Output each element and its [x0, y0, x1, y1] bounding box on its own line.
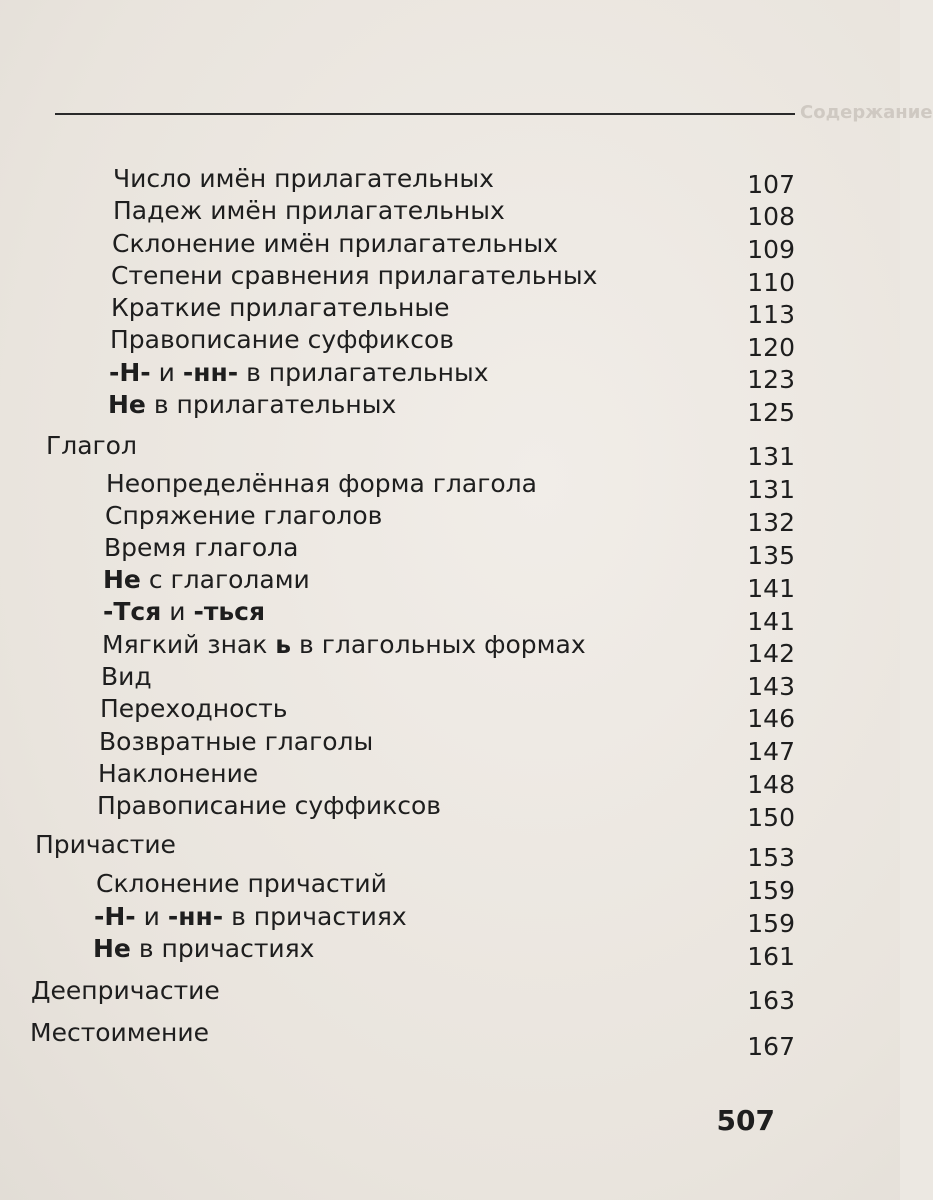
toc-entry-title	[108, 390, 396, 419]
toc-entry-title	[113, 164, 494, 193]
toc-entry-title	[111, 293, 450, 322]
toc-entry-title-bold: -Н-	[94, 902, 136, 931]
toc-entry-page: 159	[747, 876, 795, 905]
page-number: 507	[716, 1104, 775, 1137]
toc-entry-title-part: Правописание суффиксов	[110, 325, 455, 354]
toc-entry-title-part: Краткие прилагательные	[111, 293, 450, 322]
toc-entry-title-part: в причастиях	[130, 934, 315, 963]
toc-entry	[103, 595, 265, 629]
toc-entry	[46, 429, 137, 463]
toc-entry-title-part: Вид	[101, 662, 152, 691]
toc-entry-page: 159	[747, 909, 795, 938]
toc-entry-title-part: и	[135, 902, 168, 931]
toc-entry	[35, 828, 176, 862]
toc-entry	[30, 1016, 209, 1050]
toc-entry-page: 113	[747, 300, 795, 329]
toc-entry-title-bold: -ться	[193, 597, 266, 626]
toc-entry-title	[97, 791, 441, 820]
toc-entry-page: 131	[747, 442, 795, 471]
toc-entry-title	[113, 196, 505, 225]
toc-entry-title-part: Возвратные глаголы	[99, 727, 374, 756]
toc-entry-page: 146	[747, 704, 795, 733]
running-head: Содержание	[800, 102, 933, 123]
toc-entry-title-bold: -Н-	[109, 358, 151, 387]
toc-entry-title-bold: Не	[103, 565, 141, 594]
toc-entry	[100, 692, 288, 726]
toc-entry-page: 123	[747, 365, 795, 394]
toc-entry-page: 141	[747, 574, 795, 603]
toc-entry-title	[112, 229, 558, 258]
toc-entry-title	[99, 727, 373, 756]
toc-entry-page: 143	[747, 672, 795, 701]
toc-entry-title-part: в причастиях	[223, 902, 407, 931]
toc-entry-title-bold: Не	[108, 390, 146, 419]
toc-entry	[94, 900, 407, 934]
toc-entry-title-bold: ь	[275, 630, 292, 659]
toc-entry-page: 131	[747, 475, 795, 504]
header-rule	[55, 113, 795, 115]
toc-entry-page: 107	[747, 170, 795, 199]
toc-entry-title-part: Местоимение	[30, 1018, 210, 1047]
toc-entry-page: 125	[747, 398, 795, 427]
toc-entry-page: 109	[747, 235, 795, 264]
toc-entry-title-part: Наклонение	[98, 759, 259, 788]
toc-entry-page: 163	[747, 986, 795, 1015]
toc-entry-page: 142	[747, 639, 795, 668]
toc-entry-title-part: Правописание суффиксов	[97, 791, 442, 820]
toc-entry-title-bold: -Тся	[103, 597, 162, 626]
toc-entry-page: 141	[747, 607, 795, 636]
toc-entry	[99, 725, 373, 759]
toc-entry-title	[111, 261, 597, 290]
toc-entry-page: 110	[747, 268, 795, 297]
toc-entry	[96, 867, 387, 901]
toc-entry-title-bold: -нн-	[182, 358, 239, 387]
toc-entry	[97, 789, 441, 823]
toc-entry-title	[35, 830, 176, 859]
toc-entry	[111, 291, 450, 325]
toc-entry-title	[98, 759, 258, 788]
toc-entry-title-part: Мягкий знак	[102, 630, 276, 659]
toc-entry	[113, 162, 494, 196]
toc-entry-page: 161	[747, 942, 795, 971]
toc-entry-title	[30, 1018, 209, 1047]
toc-entry-title-part: и	[161, 597, 194, 626]
toc-entry-title-part: Время глагола	[104, 533, 299, 562]
toc-entry-title-bold: -нн-	[167, 902, 224, 931]
toc-entry-page: 148	[747, 770, 795, 799]
toc-entry-title-part: Склонение причастий	[96, 869, 387, 898]
toc-entry-title	[101, 662, 152, 691]
toc-entry-title-part: Число имён прилагательных	[113, 164, 494, 193]
toc-entry	[103, 563, 310, 597]
toc-entry-title-part: Деепричастие	[31, 976, 220, 1005]
toc-entry-title-part: Неопределённая форма глагола	[106, 469, 537, 498]
toc-entry-title	[110, 325, 454, 354]
toc-entry-title	[105, 501, 382, 530]
toc-entry-title-part: Причастие	[35, 830, 176, 859]
toc-entry	[111, 259, 597, 293]
toc-entry	[104, 531, 298, 565]
toc-entry-title-part: Глагол	[46, 431, 137, 460]
toc-entry-page: 167	[747, 1032, 795, 1061]
toc-entry	[112, 227, 558, 261]
toc-entry-title-part: Склонение имён прилагательных	[112, 229, 559, 258]
toc-entry-title	[106, 469, 537, 498]
toc-entry-title	[103, 565, 310, 594]
toc-entry-title	[102, 630, 586, 659]
toc-entry-title	[96, 869, 387, 898]
toc-entry-title	[31, 976, 220, 1005]
toc-entry-title-part: в прилагательных	[238, 358, 489, 387]
toc-entry-title-part: Падеж имён прилагательных	[113, 196, 505, 225]
toc-entry	[98, 757, 258, 791]
toc-entry-page: 120	[747, 333, 795, 362]
toc-entry	[106, 467, 537, 501]
toc-entry-page: 135	[747, 541, 795, 570]
toc-entry-title-part: и	[150, 358, 183, 387]
toc-entry-title-part: Спряжение глаголов	[105, 501, 383, 530]
toc-entry-title-bold: Не	[93, 934, 131, 963]
toc-entry	[110, 323, 454, 357]
toc-entry-page: 132	[747, 508, 795, 537]
toc-entry-title	[46, 431, 137, 460]
toc-entry-page: 150	[747, 803, 795, 832]
toc-entry-page: 108	[747, 202, 795, 231]
toc-entry	[102, 628, 586, 662]
toc-entry-title-part: в глагольных формах	[291, 630, 586, 659]
toc-entry-title	[103, 597, 265, 626]
toc-entry-title-part: в прилагательных	[145, 390, 397, 419]
toc-entry-title-part: Степени сравнения прилагательных	[111, 261, 598, 290]
toc-entry	[93, 932, 314, 966]
toc-entry-title	[100, 694, 288, 723]
toc-entry-title	[109, 358, 489, 387]
toc-entry-title	[104, 533, 298, 562]
toc-entry-title-part: Переходность	[100, 694, 288, 723]
toc-entry-title-part: с глаголами	[140, 565, 310, 594]
toc-entry-title	[93, 934, 314, 963]
toc-entry	[108, 388, 396, 422]
toc-entry-page: 153	[747, 843, 795, 872]
toc-entry	[31, 974, 220, 1008]
toc-entry	[101, 660, 152, 694]
toc-entry	[113, 194, 505, 228]
toc-entry	[105, 499, 382, 533]
toc-entry-page: 147	[747, 737, 795, 766]
toc-entry	[109, 356, 489, 390]
toc-entry-title	[94, 902, 407, 931]
